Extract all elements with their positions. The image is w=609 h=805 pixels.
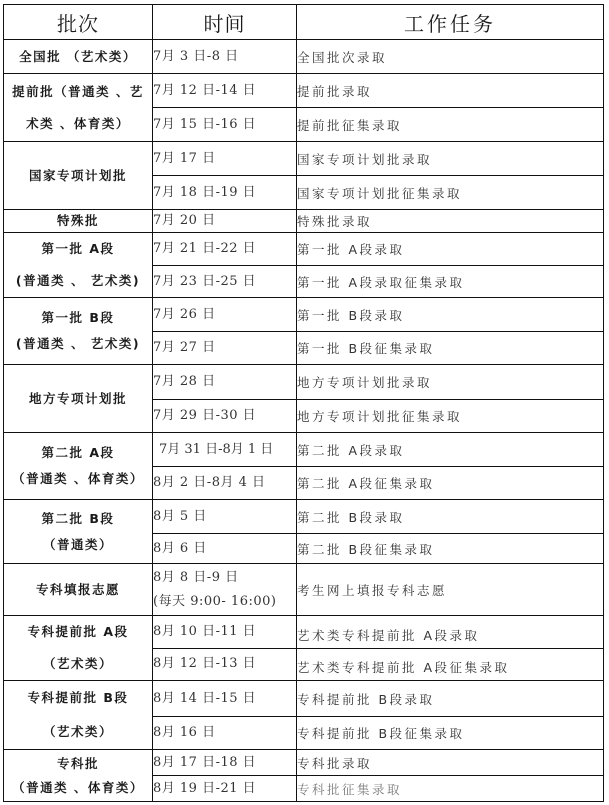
header-task: 工作任务 xyxy=(297,5,604,40)
time-range: 8月 8 日-9 日 xyxy=(153,569,239,585)
batch-cell xyxy=(4,233,153,298)
task-cell: 提前批录取 xyxy=(297,74,604,108)
admission-schedule-table xyxy=(3,4,604,802)
task-cell: 全国批次录取 xyxy=(297,40,604,74)
time-cell: 7月 18 日-19 日 xyxy=(153,176,297,210)
task-cell: 专科批征集录取 xyxy=(297,776,604,802)
time-cell: 8月 6 日 xyxy=(153,534,297,564)
table-row xyxy=(4,750,604,776)
task-cell: 考生网上填报专科志愿 xyxy=(297,564,604,616)
batch-label: 地方专项计划批 xyxy=(28,390,127,406)
task-cell: 国家专项计划批征集录取 xyxy=(297,176,604,210)
batch-cell xyxy=(4,500,153,564)
batch-label: 特殊批 xyxy=(56,213,99,228)
header-time: 时间 xyxy=(153,5,297,40)
batch-label: （艺术类） xyxy=(42,656,113,671)
time-cell: 7月 31 日-8月 1 日 xyxy=(153,433,297,467)
batch-label: 专科提前批 B段 xyxy=(27,690,129,705)
table-row xyxy=(4,142,604,176)
table-row xyxy=(4,298,604,332)
task-cell: 提前批征集录取 xyxy=(297,108,604,142)
task-cell: 第一批 B段征集录取 xyxy=(297,332,604,365)
task-cell: 专科提前批 B段录取 xyxy=(297,681,604,717)
batch-cell xyxy=(4,616,153,681)
batch-label: 术类 、体育类） xyxy=(26,115,130,131)
time-cell xyxy=(153,564,297,616)
batch-label: 第一批 B段 xyxy=(41,310,115,325)
time-cell: 7月 21 日-22 日 xyxy=(153,233,297,266)
task-cell: 第二批 B段征集录取 xyxy=(297,534,604,564)
task-cell: 艺术类专科提前批 A段征集录取 xyxy=(297,648,604,681)
time-cell: 8月 10 日-11 日 xyxy=(153,616,297,649)
batch-label: (普通类 、 艺术类) xyxy=(15,273,141,288)
table-row xyxy=(4,681,604,717)
batch-label: （普通类 、体育类） xyxy=(12,471,144,486)
time-cell: 7月 17 日 xyxy=(153,142,297,176)
task-cell: 国家专项计划批录取 xyxy=(297,142,604,176)
batch-label: 第二批 A段 xyxy=(41,445,115,460)
batch-cell xyxy=(4,74,153,142)
batch-label: 提前批（普通类 、艺 xyxy=(12,83,144,99)
task-cell: 专科批录取 xyxy=(297,750,604,776)
time-cell: 7月 15 日-16 日 xyxy=(153,108,297,142)
batch-label: （普通类） xyxy=(42,536,113,552)
batch-cell xyxy=(4,433,153,500)
time-cell: 8月 5 日 xyxy=(153,500,297,534)
batch-label: (普通类 、 艺术类) xyxy=(15,336,141,351)
time-cell: 7月 12 日-14 日 xyxy=(153,74,297,108)
batch-label: 第一批 A段 xyxy=(41,241,115,256)
batch-cell xyxy=(4,40,153,74)
time-cell: 8月 14 日-15 日 xyxy=(153,681,297,717)
batch-label: 专科提前批 A段 xyxy=(27,624,129,639)
table-row xyxy=(4,616,604,649)
batch-cell xyxy=(4,681,153,750)
table-row xyxy=(4,233,604,266)
batch-label: 专科填报志愿 xyxy=(35,581,120,597)
header-batch: 批次 xyxy=(4,5,153,40)
batch-label: 第二批 B段 xyxy=(41,510,115,526)
batch-label: （普通类 、体育类） xyxy=(12,779,144,795)
task-cell: 地方专项计划批征集录取 xyxy=(297,400,604,433)
table-row xyxy=(4,564,604,616)
task-cell: 第二批 A段征集录取 xyxy=(297,467,604,500)
table-row xyxy=(4,365,604,400)
task-cell: 第一批 A段录取 xyxy=(297,233,604,266)
time-cell: 7月 23 日-25 日 xyxy=(153,266,297,298)
header-row xyxy=(4,5,604,40)
table-row xyxy=(4,40,604,74)
batch-label: 全国批 （艺术类） xyxy=(19,48,137,64)
task-cell: 第二批 A段录取 xyxy=(297,433,604,467)
time-cell: 8月 16 日 xyxy=(153,717,297,750)
task-cell: 第一批 A段录取征集录取 xyxy=(297,266,604,298)
time-cell: 7月 28 日 xyxy=(153,365,297,400)
time-cell: 7月 20 日 xyxy=(153,210,297,233)
task-cell: 地方专项计划批录取 xyxy=(297,365,604,400)
batch-cell xyxy=(4,298,153,365)
batch-label: （艺术类） xyxy=(42,724,113,739)
table-row xyxy=(4,210,604,233)
time-note: (每天 9:00- 16:00) xyxy=(153,593,277,609)
time-cell: 7月 29 日-30 日 xyxy=(153,400,297,433)
table-row xyxy=(4,433,604,467)
task-cell: 专科提前批 B段征集录取 xyxy=(297,717,604,750)
time-cell: 7月 26 日 xyxy=(153,298,297,332)
task-cell: 特殊批录取 xyxy=(297,210,604,233)
table-row xyxy=(4,500,604,534)
batch-cell xyxy=(4,750,153,802)
task-cell: 艺术类专科提前批 A段录取 xyxy=(297,616,604,649)
time-cell: 8月 17 日-18 日 xyxy=(153,750,297,776)
batch-cell xyxy=(4,142,153,210)
time-cell: 7月 3 日-8 日 xyxy=(153,40,297,74)
batch-label: 专科批 xyxy=(56,755,99,771)
time-cell: 8月 12 日-13 日 xyxy=(153,648,297,681)
batch-cell xyxy=(4,365,153,433)
time-cell: 8月 19 日-21 日 xyxy=(153,776,297,802)
time-cell: 7月 27 日 xyxy=(153,332,297,365)
task-cell: 第二批 B段录取 xyxy=(297,500,604,534)
task-cell: 第一批 B段录取 xyxy=(297,298,604,332)
batch-label: 国家专项计划批 xyxy=(28,167,127,183)
table-row xyxy=(4,74,604,108)
batch-cell xyxy=(4,564,153,616)
time-cell: 8月 2 日-8月 4 日 xyxy=(153,467,297,500)
batch-cell xyxy=(4,210,153,233)
